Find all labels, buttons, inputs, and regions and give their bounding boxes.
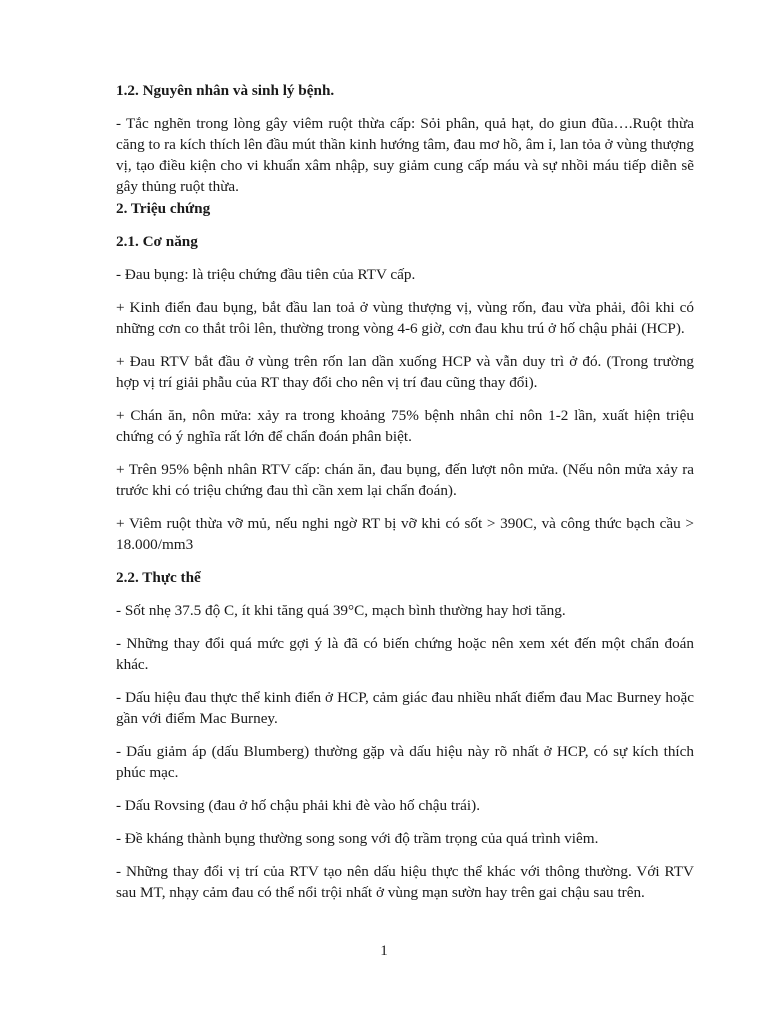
heading-2: 2. Triệu chứng bbox=[116, 200, 211, 217]
paragraph-fever: - Sốt nhẹ 37.5 độ C, ít khi tăng quá 39°C, mạch bình thường hay hơi tăng. bbox=[116, 602, 566, 619]
document-page bbox=[116, 80, 694, 903]
paragraph-blumberg: - Dấu giảm áp (dấu Blumberg) thường gặp và dấu hiệu này rõ nhất ở HCP, có sự kích thích phúc mạc. bbox=[116, 743, 694, 781]
heading-1-2: 1.2. Nguyên nhân và sinh lý bệnh. bbox=[116, 82, 335, 99]
paragraph-pain: - Đau bụng: là triệu chứng đầu tiên của RTV cấp. bbox=[116, 266, 416, 283]
paragraph-rupture: + Viêm ruột thừa vỡ mủ, nếu nghi ngờ RT bị vỡ khi có sốt > 390C, và công thức bạch cầu > 18.000/mm3 bbox=[116, 515, 694, 553]
page-number: 1 bbox=[380, 943, 388, 959]
paragraph-mcburney: - Dấu hiệu đau thực thể kinh điển ở HCP, cảm giác đau nhiều nhất điểm đau Mac Burney hoặc gần với điểm Mac Burney. bbox=[116, 689, 694, 727]
paragraph-position: - Những thay đổi vị trí của RTV tạo nên dấu hiệu thực thể khác với thông thường. Với RTV sau MT, nhạy cảm đau có thể nổi trội nhất ở vùng mạn sườn hay trên gai chậu sau trên. bbox=[116, 863, 694, 901]
paragraph-pain-location: + Đau RTV bắt đầu ở vùng trên rốn lan dần xuống HCP và vẫn duy trì ở đó. (Trong trường hợp vị trí giải phẫu của RT thay đổi cho nên vị trí đau cũng thay đổi). bbox=[116, 353, 694, 391]
paragraph-guarding: - Đề kháng thành bụng thường song song với độ trầm trọng của quá trình viêm. bbox=[116, 830, 599, 847]
paragraph-changes: - Những thay đổi quá mức gợi ý là đã có biến chứng hoặc nên xem xét đến một chẩn đoán khác. bbox=[116, 635, 694, 673]
paragraph-sequence: + Trên 95% bệnh nhân RTV cấp: chán ăn, đau bụng, đến lượt nôn mửa. (Nếu nôn mửa xảy ra trước khi có triệu chứng đau thì cần xem lại chẩn đoán). bbox=[116, 461, 694, 499]
paragraph-cause: - Tắc nghẽn trong lòng gây viêm ruột thừa cấp: Sỏi phân, quả hạt, do giun đũa….Ruột thừa căng to ra kích thích lên đầu mút thần kinh hướng tâm, đau mơ hồ, âm ỉ, lan tỏa ở vùng thượng vị, tạo điều kiện cho vi khuẩn xâm nhập, suy giảm cung cấp máu và sự nhồi máu tiếp diễn sẽ gây thủng ruột thừa. bbox=[116, 115, 694, 195]
paragraph-classic-pain: + Kinh điển đau bụng, bắt đầu lan toả ở vùng thượng vị, vùng rốn, đau vừa phải, đôi khi có những cơn co thắt trôi lên, thường trong vòng 4-6 giờ, cơn đau khu trú ở hố chậu phải (HCP). bbox=[116, 299, 694, 337]
heading-2-2: 2.2. Thực thể bbox=[116, 569, 201, 586]
paragraph-rovsing: - Dấu Rovsing (đau ở hố chậu phải khi đè vào hố chậu trái). bbox=[116, 797, 480, 814]
heading-2-1: 2.1. Cơ năng bbox=[116, 233, 198, 250]
paragraph-anorexia: + Chán ăn, nôn mửa: xảy ra trong khoảng 75% bệnh nhân chỉ nôn 1-2 lần, xuất hiện triệu chứng có ý nghĩa rất lớn để chẩn đoán phân biệt. bbox=[116, 407, 694, 445]
